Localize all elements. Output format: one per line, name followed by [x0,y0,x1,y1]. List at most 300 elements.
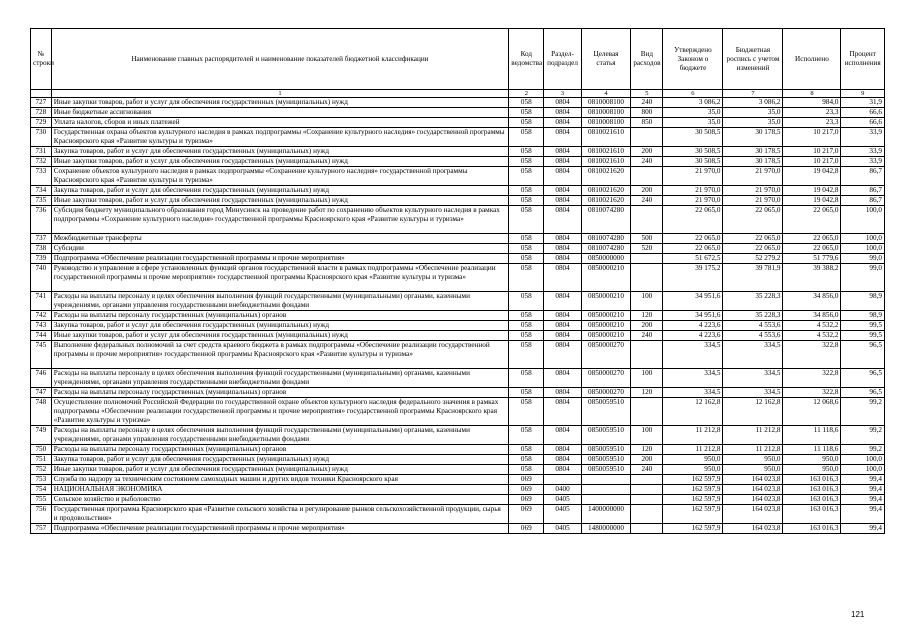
header-execution-percent: Процент исполнения [841,29,885,90]
expense-type [631,505,663,524]
approved-amount: 11 212,8 [663,426,723,445]
section-code: 0405 [544,505,581,524]
table-row [31,147,885,157]
expense-type: 240 [631,98,663,108]
executed-amount: 19 042,8 [783,196,841,206]
department-code: 058 [509,388,544,398]
table-row [31,331,885,341]
expense-type: 120 [631,311,663,321]
schedule-amount: 164 023,8 [723,475,783,485]
target-article: 0850059510 [581,465,631,475]
department-code: 058 [509,311,544,321]
target-article: 0810008100 [581,98,631,108]
table-header-row [31,29,885,90]
schedule-amount: 164 023,8 [723,495,783,505]
executed-amount: 322,8 [783,388,841,398]
executed-amount: 22 065,0 [783,206,841,234]
row-name: Иные закупки товаров, работ и услуг для обеспечения государственных (муниципальных) нужд [51,98,509,108]
header-executed: Исполнено [783,29,841,90]
row-number: 727 [31,98,52,108]
department-code: 069 [509,475,544,485]
schedule-amount: 35 228,3 [723,292,783,311]
section-code: 0804 [544,264,581,292]
approved-amount: 35,0 [663,108,723,118]
execution-percent: 33,9 [841,128,885,147]
schedule-amount: 22 065,0 [723,244,783,254]
section-code: 0804 [544,98,581,108]
target-article: 0810074280 [581,206,631,234]
section-code: 0804 [544,398,581,426]
expense-type: 200 [631,321,663,331]
schedule-amount: 21 970,0 [723,186,783,196]
schedule-amount: 35 228,3 [723,311,783,321]
row-number: 733 [31,167,52,186]
table-row [31,98,885,108]
header-department-code: Код ведомства [509,29,544,90]
expense-type [631,128,663,147]
target-article: 0810021610 [581,147,631,157]
execution-percent: 96,5 [841,388,885,398]
schedule-amount: 334,5 [723,388,783,398]
schedule-amount: 21 970,0 [723,167,783,186]
row-name: Государственная охрана объектов культурного наследия в рамках подпрограммы «Сохранение культурного наследия» государственной программы Красноярского края «Развитие культуры и туризма» [51,128,509,147]
row-name: НАЦИОНАЛЬНАЯ ЭКОНОМИКА [51,485,509,495]
header-section: Раздел-подраздел [544,29,581,90]
department-code: 058 [509,331,544,341]
department-code: 069 [509,524,544,534]
row-number: 742 [31,311,52,321]
expense-type: 240 [631,196,663,206]
approved-amount: 950,0 [663,455,723,465]
department-code: 058 [509,157,544,167]
executed-amount: 163 016,3 [783,505,841,524]
approved-amount: 162 597,9 [663,524,723,534]
section-code [544,475,581,485]
header-row-number: № строки [31,29,52,90]
table-row [31,128,885,147]
column-number: 9 [841,90,885,98]
target-article: 0850000270 [581,341,631,369]
row-name: Субсидии [51,244,509,254]
schedule-amount: 11 212,8 [723,445,783,455]
table-row [31,206,885,234]
target-article: 0810021620 [581,196,631,206]
target-article: 0810021610 [581,128,631,147]
row-number: 728 [31,108,52,118]
section-code: 0804 [544,426,581,445]
execution-percent: 96,5 [841,341,885,369]
expense-type: 120 [631,445,663,455]
executed-amount: 19 042,8 [783,186,841,196]
executed-amount: 163 016,3 [783,495,841,505]
department-code: 069 [509,495,544,505]
approved-amount: 4 223,6 [663,331,723,341]
section-code: 0804 [544,157,581,167]
execution-percent: 86,7 [841,186,885,196]
executed-amount: 11 118,6 [783,426,841,445]
department-code: 058 [509,292,544,311]
row-name: Расходы на выплаты персоналу в целях обеспечения выполнения функций государственными (муниципальными) органами, казенными учреждениями, органами управления государственными внебюджетными фондами [51,369,509,388]
expense-type [631,485,663,495]
schedule-amount: 30 178,5 [723,147,783,157]
execution-percent: 33,9 [841,157,885,167]
row-number: 745 [31,341,52,369]
executed-amount: 12 068,6 [783,398,841,426]
executed-amount: 322,8 [783,341,841,369]
approved-amount: 21 970,0 [663,196,723,206]
expense-type [631,398,663,426]
row-name: Субсидия бюджету муниципального образования город Минусинск на проведение работ по сохранению объектов культурного наследия в рамках подпрограммы «Сохранение культурного наследия» государственной программы Красноярского края «Развитие культуры и туризма» [51,206,509,234]
row-name: Иные закупки товаров, работ и услуг для обеспечения государственных (муниципальных) нужд [51,196,509,206]
column-number: 2 [509,90,544,98]
schedule-amount: 35,0 [723,118,783,128]
execution-percent: 99,5 [841,321,885,331]
execution-percent: 66,6 [841,118,885,128]
column-number: 1 [51,90,509,98]
section-code: 0804 [544,254,581,264]
section-code: 0804 [544,118,581,128]
schedule-amount: 11 212,8 [723,426,783,445]
row-name: Руководство и управление в сфере установленных функций органов государственной власти в рамках подпрограммы «Обеспечение реализации государственной программы и прочие мероприятия» государственной программы Красноярского края «Развитие культуры и туризма» [51,264,509,292]
row-number: 753 [31,475,52,485]
execution-percent: 100,0 [841,455,885,465]
schedule-amount: 4 553,6 [723,331,783,341]
expense-type: 240 [631,157,663,167]
row-number: 735 [31,196,52,206]
expense-type [631,495,663,505]
table-row [31,455,885,465]
header-name: Наименование главных распорядителей и наименование показателей бюджетной классификации [51,29,509,90]
execution-percent: 99,2 [841,445,885,455]
execution-percent: 33,9 [841,147,885,157]
row-name: Сельское хозяйство и рыболовство [51,495,509,505]
target-article: 0810074280 [581,234,631,244]
section-code: 0405 [544,524,581,534]
executed-amount: 163 016,3 [783,524,841,534]
row-number: 744 [31,331,52,341]
execution-percent: 99,4 [841,495,885,505]
approved-amount: 950,0 [663,465,723,475]
execution-percent: 99,2 [841,426,885,445]
department-code: 058 [509,264,544,292]
department-code: 058 [509,321,544,331]
department-code: 058 [509,128,544,147]
table-row [31,254,885,264]
page-number: 121 [851,610,865,619]
target-article: 0850000000 [581,254,631,264]
row-name: Уплата налогов, сборов и иных платежей [51,118,509,128]
section-code: 0804 [544,331,581,341]
execution-percent: 98,9 [841,292,885,311]
execution-percent: 99,4 [841,505,885,524]
approved-amount: 4 223,6 [663,321,723,331]
section-code: 0400 [544,485,581,495]
approved-amount: 12 162,8 [663,398,723,426]
target-article: 0850000270 [581,388,631,398]
row-name: Межбюджетные трансферты [51,234,509,244]
schedule-amount: 950,0 [723,455,783,465]
expense-type: 500 [631,234,663,244]
execution-percent: 100,0 [841,465,885,475]
approved-amount: 162 597,9 [663,505,723,524]
target-article [581,485,631,495]
schedule-amount: 950,0 [723,465,783,475]
expense-type: 100 [631,426,663,445]
approved-amount: 34 951,6 [663,292,723,311]
executed-amount: 163 016,3 [783,475,841,485]
row-name: Подпрограмма «Обеспечение реализации государственной программы и прочие мероприятия» [51,254,509,264]
executed-amount: 23,3 [783,118,841,128]
execution-percent: 86,7 [841,196,885,206]
header-budget-schedule: Бюджетная роспись с учетом изменений [723,29,783,90]
department-code: 058 [509,186,544,196]
expense-type: 520 [631,244,663,254]
department-code: 058 [509,426,544,445]
executed-amount: 950,0 [783,465,841,475]
schedule-amount: 164 023,8 [723,485,783,495]
execution-percent: 66,6 [841,108,885,118]
table-row [31,234,885,244]
table-row [31,369,885,388]
row-number: 743 [31,321,52,331]
header-expense-type: Вид расходов [631,29,663,90]
department-code: 058 [509,118,544,128]
execution-percent: 99,4 [841,524,885,534]
row-name: Расходы на выплаты персоналу в целях обеспечения выполнения функций государственными (муниципальными) органами, казенными учреждениями, органами управления государственными внебюджетными фондами [51,426,509,445]
row-name: Иные закупки товаров, работ и услуг для обеспечения государственных (муниципальных) нужд [51,465,509,475]
approved-amount: 51 672,5 [663,254,723,264]
row-number: 747 [31,388,52,398]
schedule-amount: 21 970,0 [723,196,783,206]
department-code: 058 [509,369,544,388]
row-number: 737 [31,234,52,244]
approved-amount: 162 597,9 [663,485,723,495]
row-number: 750 [31,445,52,455]
executed-amount: 950,0 [783,455,841,465]
schedule-amount: 22 065,0 [723,234,783,244]
target-article: 0810008100 [581,118,631,128]
header-target-article: Целевая статья [581,29,631,90]
execution-percent: 100,0 [841,206,885,234]
expense-type: 240 [631,465,663,475]
target-article: 0850000210 [581,311,631,321]
execution-percent: 99,4 [841,485,885,495]
row-number: 738 [31,244,52,254]
execution-percent: 99,4 [841,475,885,485]
target-article: 0850000270 [581,369,631,388]
expense-type: 200 [631,455,663,465]
table-row [31,108,885,118]
column-number [31,90,52,98]
row-number: 748 [31,398,52,426]
row-name: Расходы на выплаты персоналу государственных (муниципальных) органов [51,388,509,398]
section-code: 0804 [544,341,581,369]
target-article: 0810021620 [581,186,631,196]
table-row [31,311,885,321]
execution-percent: 31,9 [841,98,885,108]
row-number: 757 [31,524,52,534]
table-row [31,426,885,445]
execution-percent: 100,0 [841,244,885,254]
table-row [31,186,885,196]
expense-type: 120 [631,388,663,398]
row-name: Сохранение объектов культурного наследия в рамках подпрограммы «Сохранение культурного наследия» государственной программы Красноярского края «Развитие культуры и туризма» [51,167,509,186]
table-body [31,98,885,534]
section-code: 0804 [544,128,581,147]
expense-type: 200 [631,186,663,196]
column-number: 4 [581,90,631,98]
row-name: Закупка товаров, работ и услуг для обеспечения государственных (муниципальных) нужд [51,147,509,157]
table-row [31,388,885,398]
section-code: 0804 [544,388,581,398]
row-name: Расходы на выплаты персоналу в целях обеспечения выполнения функций государственными (муниципальными) органами, казенными учреждениями, органами управления государственными внебюджетными фондами [51,292,509,311]
table-row [31,157,885,167]
schedule-amount: 52 279,2 [723,254,783,264]
section-code: 0804 [544,455,581,465]
schedule-amount: 3 086,2 [723,98,783,108]
table-row [31,398,885,426]
department-code: 058 [509,465,544,475]
table-row [31,485,885,495]
execution-percent: 98,9 [841,311,885,321]
expense-type: 240 [631,331,663,341]
schedule-amount: 30 178,5 [723,128,783,147]
table-row [31,505,885,524]
row-name: Расходы на выплаты персоналу государственных (муниципальных) органов [51,445,509,455]
row-name: Выполнение федеральных полномочий за счет средств краевого бюджета в рамках подпрограммы «Обеспечение реализации государственной программы и прочие мероприятия» государственной программы Красноярского края «Развитие культуры и туризма» [51,341,509,369]
target-article [581,475,631,485]
row-number: 736 [31,206,52,234]
execution-percent: 99,5 [841,331,885,341]
approved-amount: 22 065,0 [663,234,723,244]
department-code: 069 [509,505,544,524]
approved-amount: 35,0 [663,118,723,128]
approved-amount: 30 508,5 [663,128,723,147]
target-article: 0850000210 [581,331,631,341]
row-number: 734 [31,186,52,196]
row-number: 752 [31,465,52,475]
row-name: Служба по надзору за техническим состоянием самоходных машин и других видов техники Красноярского края [51,475,509,485]
execution-percent: 99,0 [841,264,885,292]
section-code: 0804 [544,167,581,186]
expense-type: 200 [631,147,663,157]
approved-amount: 34 951,6 [663,311,723,321]
target-article: 0810008100 [581,108,631,118]
section-code: 0804 [544,369,581,388]
row-number: 755 [31,495,52,505]
approved-amount: 11 212,8 [663,445,723,455]
executed-amount: 11 118,6 [783,445,841,455]
column-number: 7 [723,90,783,98]
expense-type: 850 [631,118,663,128]
schedule-amount: 39 781,9 [723,264,783,292]
department-code: 058 [509,206,544,234]
expense-type: 800 [631,108,663,118]
expense-type [631,524,663,534]
target-article: 0810074280 [581,244,631,254]
target-article [581,495,631,505]
target-article: 0850000210 [581,321,631,331]
column-number: 5 [631,90,663,98]
executed-amount: 51 779,6 [783,254,841,264]
table-row [31,118,885,128]
target-article: 0850059510 [581,426,631,445]
expense-type [631,264,663,292]
expense-type [631,341,663,369]
table-row [31,495,885,505]
approved-amount: 30 508,5 [663,157,723,167]
section-code: 0804 [544,147,581,157]
target-article: 0850059510 [581,398,631,426]
row-number: 730 [31,128,52,147]
row-number: 741 [31,292,52,311]
expense-type [631,206,663,234]
row-name: Подпрограмма «Обеспечение реализации государственной программы и прочие мероприятия» [51,524,509,534]
table-row [31,244,885,254]
approved-amount: 22 065,0 [663,244,723,254]
executed-amount: 39 388,2 [783,264,841,292]
row-number: 729 [31,118,52,128]
executed-amount: 4 532,2 [783,331,841,341]
approved-amount: 21 970,0 [663,186,723,196]
budget-execution-table [30,28,885,534]
executed-amount: 34 856,0 [783,292,841,311]
header-approved-by-law: Утверждено Законом о бюджете [663,29,723,90]
table-row [31,264,885,292]
department-code: 058 [509,98,544,108]
row-name: Иные закупки товаров, работ и услуг для обеспечения государственных (муниципальных) нужд [51,331,509,341]
table-row [31,445,885,455]
column-number: 6 [663,90,723,98]
department-code: 058 [509,196,544,206]
target-article: 0850000210 [581,292,631,311]
target-article: 0850000210 [581,264,631,292]
execution-percent: 99,2 [841,398,885,426]
approved-amount: 162 597,9 [663,475,723,485]
execution-percent: 86,7 [841,167,885,186]
row-name: Государственная программа Красноярского края «Развитие сельского хозяйства и регулирование рынков сельскохозяйственной продукции, сырья и продовольствия» [51,505,509,524]
executed-amount: 23,3 [783,108,841,118]
section-code: 0804 [544,311,581,321]
row-number: 751 [31,455,52,465]
schedule-amount: 4 553,6 [723,321,783,331]
section-code: 0804 [544,196,581,206]
section-code: 0405 [544,495,581,505]
row-name: Иные закупки товаров, работ и услуг для обеспечения государственных (муниципальных) нужд [51,157,509,167]
expense-type: 100 [631,292,663,311]
executed-amount: 19 042,8 [783,167,841,186]
department-code: 058 [509,244,544,254]
schedule-amount: 164 023,8 [723,524,783,534]
executed-amount: 4 532,2 [783,321,841,331]
target-article: 0850059510 [581,455,631,465]
approved-amount: 22 065,0 [663,206,723,234]
schedule-amount: 164 023,8 [723,505,783,524]
expense-type [631,254,663,264]
section-code: 0804 [544,465,581,475]
schedule-amount: 30 178,5 [723,157,783,167]
approved-amount: 334,5 [663,369,723,388]
row-name: Расходы на выплаты персоналу государственных (муниципальных) органов [51,311,509,321]
row-number: 739 [31,254,52,264]
department-code: 058 [509,455,544,465]
row-name: Осуществление полномочий Российской Федерации по государственной охране объектов культурного наследия федерального значения в рамках подпрограммы «Обеспечение реализации государственной программы и прочие мероприятия» государственной программы Красноярского края «Развитие культуры и туризма» [51,398,509,426]
executed-amount: 10 217,0 [783,128,841,147]
department-code: 058 [509,254,544,264]
department-code: 058 [509,167,544,186]
department-code: 058 [509,147,544,157]
row-number: 731 [31,147,52,157]
